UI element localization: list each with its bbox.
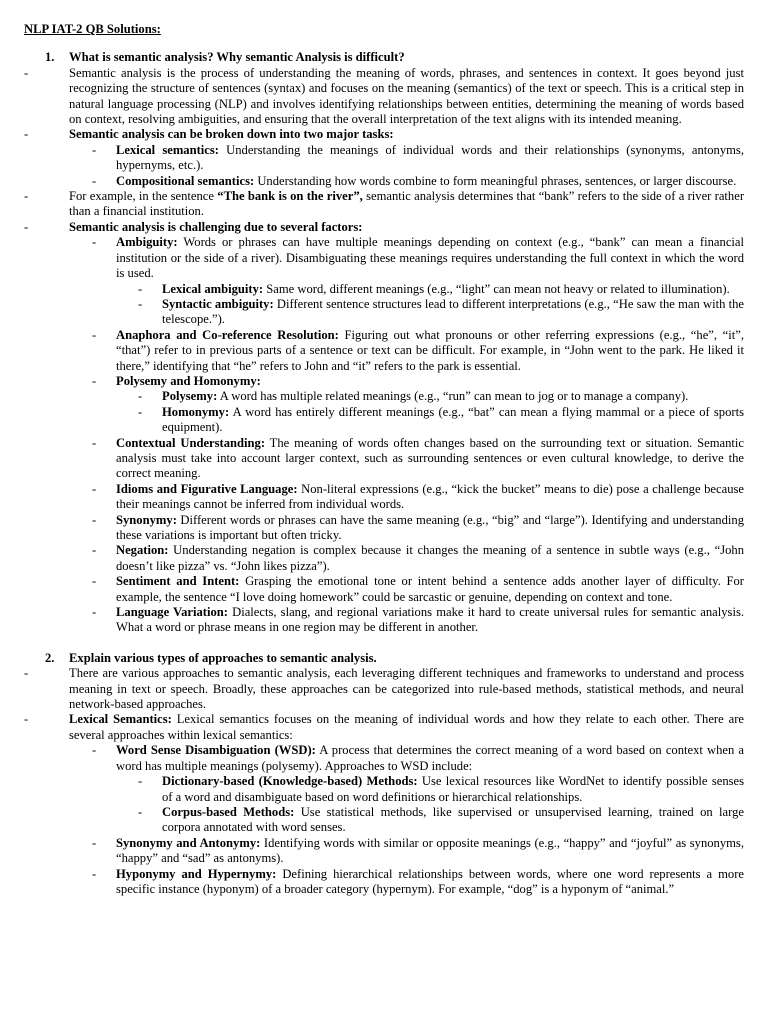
bullet-bold-text: Contextual Understanding: [116,435,266,450]
sections-container [24,50,744,897]
bullet-bold-text: Synonymy and Antonymy: [116,835,261,850]
bullet-marker: - [138,404,143,419]
bullet-bold-text: Hyponymy and Hypernymy: [116,866,277,881]
bullet-marker: - [24,127,29,142]
question-heading [24,50,744,65]
bullet-bold-text: Lexical Semantics: [69,712,172,727]
bullet-item [24,513,744,544]
question-number: 2. [45,650,55,665]
bullet-item [24,405,744,436]
bullet-bold-text: Compositional semantics: [116,173,255,188]
bullet-bold-text: Word Sense Disambiguation (WSD): [116,743,316,758]
bullet-item [24,543,744,574]
bullet-marker: - [24,219,29,234]
bullet-bold-text: Ambiguity: [116,235,178,250]
bullet-bold-text: Corpus-based Methods: [162,804,295,819]
bullet-item [24,867,744,898]
bullet-marker: - [92,481,97,496]
bullet-text: Understanding how words combine to form meaningful phrases, sentences, or larger discourse. [254,173,737,188]
bullet-bold-text: Dictionary-based (Knowledge-based) Methods: [162,774,418,789]
bullet-item [24,482,744,513]
bullet-marker: - [92,574,97,589]
bullet-bold-text: Lexical semantics: [116,142,219,157]
bullet-marker: - [138,804,143,819]
bullet-bold-text: Anaphora and Co-reference Resolution: [116,327,339,342]
bullet-marker: - [24,712,29,727]
bullet-bold-text: Idioms and Figurative Language: [116,481,298,496]
bullet-bold-text: Syntactic ambiguity: [162,296,274,311]
bullet-item [24,174,744,189]
bullet-marker: - [92,743,97,758]
bullet-marker: - [138,389,143,404]
section-spacer [24,636,744,651]
question-number: 1. [45,50,55,65]
bullet-item [24,189,744,220]
bullet-bold-text: “The bank is on the river”, [217,189,363,204]
bullet-text: There are various approaches to semantic analysis, each leveraging different techniques and frameworks to understand and process meaning in text or speech. Broadly, these approaches can be categorized into rule-based methods, statistical methods, and neural network-based approaches. [69,666,744,712]
bullet-item [24,836,744,867]
bullet-text: Non-literal expressions (e.g., “kick the bucket” means to die) pose a challenge because their meanings cannot be inferred from individual words. [116,481,744,512]
bullet-marker: - [92,373,97,388]
document-page [24,22,744,897]
bullet-text: Different sentence structures lead to different interpretations (e.g., “He saw the man with the telescope.”). [162,296,745,327]
bullet-text: Identifying words with similar or opposite meanings (e.g., “happy” and “joyful” as synonyms, “happy” and “sad” as antonyms). [116,835,744,866]
bullet-item [24,666,744,712]
bullet-marker: - [24,189,29,204]
bullet-item [24,574,744,605]
bullet-marker: - [92,173,97,188]
bullet-bold-text: Semantic analysis is challenging due to several factors: [69,219,363,234]
bullet-bold-text: Semantic analysis can be broken down into two major tasks: [69,127,394,142]
bullet-marker: - [92,142,97,157]
bullet-item [24,282,744,297]
bullet-item [24,605,744,636]
bullet-item [24,389,744,404]
bullet-marker: - [24,666,29,681]
bullet-marker: - [92,435,97,450]
bullet-text: The meaning of words often changes based on the surrounding text or situation. Semantic analysis must take into account larger context, such as surrounding sentences or even cultural knowledge, to derive the correct meaning. [116,435,744,481]
bullet-bold-text: Sentiment and Intent: [116,574,240,589]
bullet-item [24,66,744,128]
bullet-item [24,235,744,281]
bullet-item [24,143,744,174]
bullet-text: Lexical semantics focuses on the meaning of individual words and how they relate to each other. There are several approaches within lexical semantics: [69,712,744,742]
bullet-bold-text: Negation: [116,543,169,558]
bullet-marker: - [92,835,97,850]
bullet-text: Use lexical resources like WordNet to identify possible senses of a word and disambiguate based on word definitions or hierarchical relationships. [162,774,745,804]
bullet-text: Use statistical methods, like supervised or unsupervised learning, trained on large corpora annotated with word senses. [162,804,744,835]
bullet-text: Figuring out what pronouns or other referring expressions (e.g., “he”, “it”, “that”) refer to in previous parts of a sentence or text can be difficult. For example, in “John went to the park. He liked it there,” identifying that “he” refers to John and “it” refers to the park is essential. [116,327,744,373]
bullet-bold-text: Language Variation: [116,605,228,620]
bullet-text: Dialects, slang, and regional variations make it hard to create universal rules for semantic analysis. What a word or phrase means in one region may be different in another. [116,605,744,635]
bullet-marker: - [138,774,143,789]
bullet-text: Words or phrases can have multiple meanings depending on context (e.g., “bank” can mean a financial institution or the side of a river). Disambiguating these meanings requires understanding the full context in which the word is used. [116,235,744,281]
bullet-item [24,774,744,805]
bullet-text: A word has multiple related meanings (e.g., “run” can mean to jog or to manage a company). [217,389,689,404]
bullet-text: A word has entirely different meanings (e.g., “bat” can mean a flying mammal or a piece of sports equipment). [162,404,744,435]
question-text: Explain various types of approaches to semantic analysis. [69,650,377,665]
bullet-text: A process that determines the correct meaning of a word based on context when a word has multiple meanings (polysemy). Approaches to WSD include: [116,743,744,773]
bullet-text: For example, in the sentence [69,189,218,204]
bullet-marker: - [92,543,97,558]
bullet-text: Different words or phrases can have the same meaning (e.g., “big” and “large”). Identifying and understanding these variations is important but often tricky. [116,512,744,542]
bullet-item [24,712,744,743]
bullet-bold-text: Homonymy: [162,404,230,419]
bullet-marker: - [92,866,97,881]
bullet-marker: - [92,512,97,527]
bullet-text: Grasping the emotional tone or intent behind a sentence adds another layer of difficulty. For example, the sentence “I love doing homework” could be sarcastic or genuine, depending on context and tone. [116,574,744,604]
bullet-item [24,374,744,389]
bullet-item [24,220,744,235]
bullet-item [24,436,744,482]
bullet-item [24,805,744,836]
bullet-marker: - [24,65,29,80]
bullet-item [24,297,744,328]
bullet-item [24,127,744,142]
bullet-text: semantic analysis determines that “bank” refers to the side of a river rather than a financial institution. [69,189,745,219]
bullet-text: Semantic analysis is the process of understanding the meaning of words, phrases, and sentences in context. It goes beyond just recognizing the structure of sentences (syntax) and focuses on the meaning (semantics) of the text or speech. This is a critical step in natural language processing (NLP) and involves identifying relationships between entities, determining the meaning of words based on context, resolving ambiguities, and ensuring that the overall interpretation of the text aligns with its intended meaning. [69,65,744,127]
bullet-marker: - [138,296,143,311]
question-heading [24,651,744,666]
bullet-bold-text: Polysemy and Homonymy: [116,373,261,388]
bullet-item [24,743,744,774]
bullet-marker: - [92,235,97,250]
bullet-item [24,328,744,374]
bullet-text: Defining hierarchical relationships between words, where one word represents a more specific instance (hyponym) of a broader category (hypernym). For example, “dog” is a hyponym of “animal.” [116,866,744,896]
bullet-marker: - [138,281,143,296]
bullet-text: Understanding the meanings of individual words and their relationships (synonyms, antonyms, hypernyms, etc.). [116,142,744,173]
bullet-marker: - [92,327,97,342]
bullet-marker: - [92,605,97,620]
bullet-bold-text: Synonymy: [116,512,177,527]
bullet-text: Understanding negation is complex because it changes the meaning of a sentence in subtle ways (e.g., “John doesn’t like pizza” vs. “John likes pizza”). [116,543,744,573]
document-title: NLP IAT-2 QB Solutions: [24,22,161,36]
bullet-text: Same word, different meanings (e.g., “light” can mean not heavy or related to illumination). [263,281,730,296]
bullet-bold-text: Lexical ambiguity: [162,281,264,296]
question-text: What is semantic analysis? Why semantic Analysis is difficult? [69,50,405,65]
bullet-bold-text: Polysemy: [162,389,218,404]
